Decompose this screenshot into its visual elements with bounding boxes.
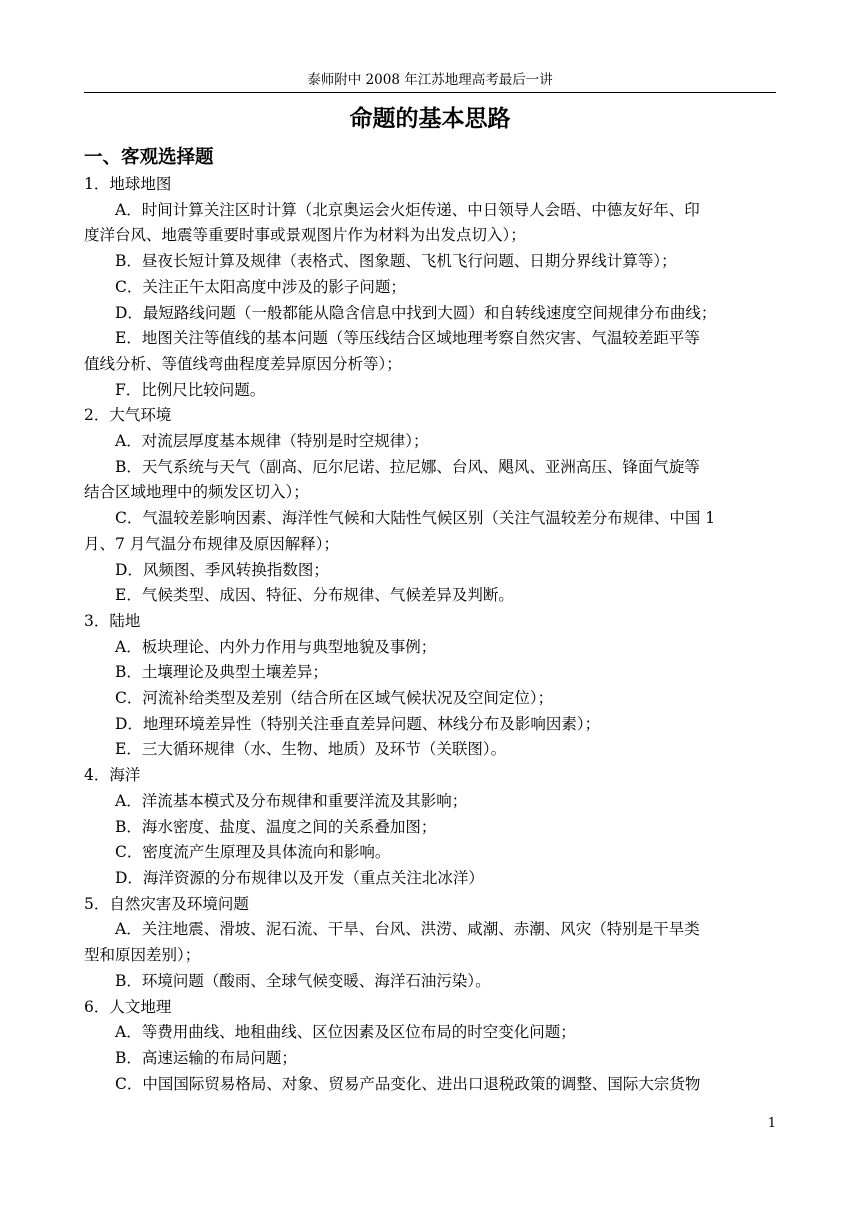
outline-item: E．气候类型、成因、特征、分布规律、气候差异及判断。 (115, 586, 514, 605)
outline-item: B．环境问题（酸雨、全球气候变暖、海洋石油污染）。 (115, 971, 491, 990)
outline-item: C．气温较差影响因素、海洋性气候和大陆性气候区别（关注气温较差分布规律、中国 1 (115, 509, 716, 528)
outline-item: D．最短路线问题（一般都能从隐含信息中找到大圆）和自转线速度空间规律分布曲线； (115, 303, 717, 322)
page-number: 1 (767, 1116, 776, 1131)
outline-item: B．海水密度、盐度、温度之间的关系叠加图； (115, 817, 437, 836)
outline-item: B．昼夜长短计算及规律（表格式、图象题、飞机飞行问题、日期分界线计算等）； (115, 252, 677, 271)
outline-item: D．海洋资源的分布规律以及开发（重点关注北冰洋） (115, 868, 484, 887)
topic-heading: 2．大气环境 (84, 406, 172, 425)
outline-item: C．密度流产生原理及具体流向和影响。 (115, 843, 391, 862)
outline-item: B．天气系统与天气（副高、厄尔尼诺、拉尼娜、台风、飓风、亚洲高压、锋面气旋等 (115, 457, 700, 476)
topic-heading: 4．海洋 (84, 766, 141, 785)
outline-item: E．地图关注等值线的基本问题（等压线结合区域地理考察自然灾害、气温较差距平等 (115, 329, 700, 348)
outline-item: A．关注地震、滑坡、泥石流、干旱、台风、洪涝、咸潮、赤潮、风灾（特别是干旱类 (115, 920, 700, 939)
outline-item: B．土壤理论及典型土壤差异； (115, 663, 328, 682)
outline-item: D．风频图、季风转换指数图； (115, 560, 329, 579)
topic-heading: 5．自然灾害及环境问题 (84, 894, 249, 913)
outline-item-continuation: 度洋台风、地震等重要时事或景观图片作为材料为出发点切入）； (84, 226, 526, 245)
document-body (84, 172, 778, 1097)
outline-item: A．板块理论、内外力作用与典型地貌及事例； (115, 637, 437, 656)
outline-item-continuation: 型和原因差别）； (84, 946, 201, 965)
outline-item-continuation: 值线分析、等值线弯曲程度差异原因分析等）； (84, 354, 402, 373)
outline-item: A．时间计算关注区时计算（北京奥运会火炬传递、中日领导人会晤、中德友好年、印 (115, 200, 700, 219)
outline-item-continuation: 月、7 月气温分布规律及原因解释）； (84, 534, 340, 553)
outline-item-continuation: 结合区域地理中的频发区切入）； (84, 483, 309, 502)
outline-item: C．关注正午太阳高度中涉及的影子问题； (115, 277, 406, 296)
topic-heading: 6．人文地理 (84, 997, 172, 1016)
page-title: 命题的基本思路 (349, 106, 511, 132)
topic-heading: 3．陆地 (84, 611, 141, 630)
running-header: 泰师附中 2008 年江苏地理高考最后一讲 (307, 72, 553, 88)
outline-item: B．高速运输的布局问题； (115, 1048, 297, 1067)
outline-item: A．等费用曲线、地租曲线、区位因素及区位布局的时空变化问题； (115, 1023, 576, 1042)
outline-item: C．河流补给类型及差别（结合所在区域气候状况及空间定位）； (115, 689, 554, 708)
outline-item: E．三大循环规律（水、生物、地质）及环节（关联图）。 (115, 740, 507, 759)
section-heading: 一、客观选择题 (84, 147, 214, 168)
topic-heading: 1．地球地图 (84, 175, 172, 193)
outline-item: A．洋流基本模式及分布规律和重要洋流及其影响； (115, 791, 468, 810)
outline-item: D．地理环境差异性（特别关注垂直差异问题、林线分布及影响因素）； (115, 714, 601, 733)
outline-item: C．中国国际贸易格局、对象、贸易产品变化、进出口退税政策的调整、国际大宗货物 (115, 1074, 701, 1093)
outline-item: A．对流层厚度基本规律（特别是时空规律）； (115, 432, 429, 451)
outline-item: F．比例尺比较问题。 (115, 380, 266, 399)
header-rule (84, 92, 776, 93)
